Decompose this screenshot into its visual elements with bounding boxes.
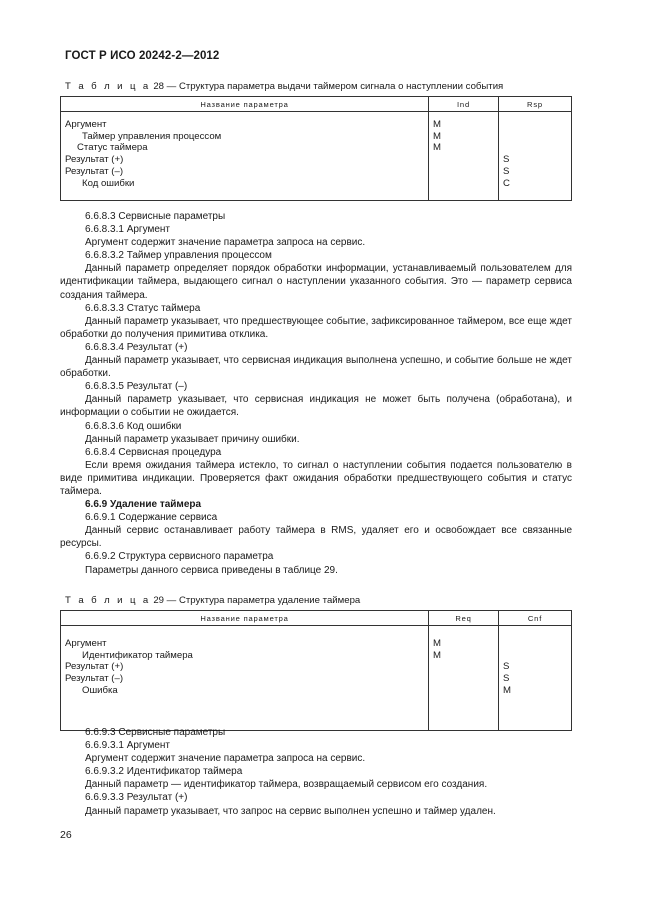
table-29-header-name: Название параметра	[61, 611, 429, 626]
paragraph: Параметры данного сервиса приведены в таблице 29.	[85, 564, 338, 576]
table-28-header-row	[61, 97, 572, 112]
paragraph: Данный параметр указывает, что запрос на сервис выполнен успешно и таймер удален.	[85, 805, 496, 817]
table-28-body-row	[61, 112, 572, 201]
paragraph: 6.6.9.3.3 Результат (+)	[85, 792, 188, 804]
ind-value: M	[433, 142, 441, 154]
paragraph: 6.6.8.4 Сервисная процедура	[85, 446, 222, 458]
paragraph: 6.6.8.3.1 Аргумент	[85, 224, 171, 236]
table-29-body-row	[61, 626, 572, 731]
cnf-value: S	[503, 661, 510, 673]
paragraph: 6.6.9.1 Содержание сервиса	[85, 512, 218, 524]
paragraph: 6.6.8.3.3 Статус таймера	[85, 302, 201, 314]
table-28-header-rsp: Rsp	[499, 97, 572, 112]
table-28-ind-cell	[429, 112, 499, 201]
param-name: Аргумент	[65, 638, 107, 649]
param-name: Результат (+)	[65, 661, 124, 673]
paragraph: Данный сервис останавливает работу таймера в RMS, удаляет его и освобождает все связанные ресурсы.	[60, 525, 572, 550]
param-name: Аргумент	[65, 119, 107, 130]
rsp-value: C	[503, 177, 510, 189]
table-29-header-cnf: Cnf	[499, 611, 572, 626]
document-header: ГОСТ Р ИСО 20242-2—2012	[65, 50, 220, 62]
paragraph: Данный параметр указывает, что сервисная индикация выполнена успешно, и событие больше не ждет обработки.	[60, 355, 572, 380]
paragraph: 6.6.9.3.2 Идентификатор таймера	[85, 766, 243, 778]
paragraph: 6.6.9.3.1 Аргумент	[85, 740, 171, 752]
paragraph: Данный параметр определяет порядок обработки информации, устанавливаемый пользователем для идентификации таймера, выдающего сигнал о наступлении указанного события. Это — параметр сервиса создания таймера.	[60, 263, 572, 301]
ind-value: M	[433, 119, 441, 130]
param-name: Код ошибки	[82, 177, 135, 189]
paragraph: Данный параметр указывает причину ошибки.	[85, 433, 300, 445]
table-28-header-ind: Ind	[429, 97, 499, 112]
body-section-2	[60, 726, 572, 818]
param-name: Результат (–)	[65, 165, 124, 177]
paragraph: 6.6.9.3 Сервисные параметры	[85, 727, 226, 738]
table-29-caption-text: 29 — Структура параметра удаление таймера	[153, 595, 361, 606]
req-value: M	[433, 649, 441, 661]
table-28	[60, 96, 572, 201]
param-name: Ошибка	[82, 684, 118, 696]
param-name: Результат (–)	[65, 673, 124, 685]
table-29-names-cell	[61, 626, 429, 731]
paragraph: Если время ожидания таймера истекло, то сигнал о наступлении события подается пользователю в виде примитива индикации. Проверяется факт ожидания обработки предшествующего события и статус таймера.	[60, 459, 572, 497]
cnf-value: M	[503, 684, 511, 696]
paragraph: 6.6.8.3.2 Таймер управления процессом	[85, 250, 272, 262]
paragraph: Аргумент содержит значение параметра запроса на сервис.	[85, 237, 366, 249]
param-name: Таймер управления процессом	[82, 130, 222, 142]
paragraph: 6.6.8.3.5 Результат (–)	[85, 381, 188, 393]
req-value: M	[433, 638, 441, 649]
table-29-cnf-cell	[499, 626, 572, 731]
body-section-1	[60, 210, 572, 577]
paragraph: Данный параметр — идентификатор таймера, возвращаемый сервисом его создания.	[85, 779, 488, 791]
table-28-caption	[65, 81, 503, 92]
paragraph: Данный параметр указывает, что предшествующее событие, зафиксированное таймером, все еще ждет обработки до получения примитива отклика.	[60, 315, 572, 340]
table-29	[60, 610, 572, 731]
page-number: 26	[60, 829, 72, 841]
param-name: Статус таймера	[77, 142, 148, 154]
section-heading: 6.6.9 Удаление таймера	[85, 499, 202, 511]
paragraph: 6.6.8.3.6 Код ошибки	[85, 420, 182, 432]
ind-value: M	[433, 130, 441, 142]
rsp-value: S	[503, 154, 510, 166]
table-29-header-row	[61, 611, 572, 626]
param-name: Результат (+)	[65, 154, 124, 166]
cnf-value: S	[503, 673, 510, 685]
table-29-caption	[65, 595, 360, 606]
paragraph: Данный параметр указывает, что сервисная индикация не может быть получена (обработана), и информации о событии не ожидается.	[60, 394, 572, 419]
paragraph: 6.6.9.2 Структура сервисного параметра	[85, 551, 274, 563]
table-28-caption-text: 28 — Структура параметра выдачи таймером сигнала о наступлении события	[153, 81, 504, 92]
table-29-header-req: Req	[429, 611, 499, 626]
table-28-caption-word: Т а б л и ц а	[65, 81, 151, 92]
table-29-req-cell	[429, 626, 499, 731]
table-29-caption-word: Т а б л и ц а	[65, 595, 151, 606]
paragraph: Аргумент содержит значение параметра запроса на сервис.	[85, 753, 366, 765]
table-28-names-cell	[61, 112, 429, 201]
rsp-value: S	[503, 165, 510, 177]
param-name: Идентификатор таймера	[82, 649, 193, 661]
paragraph: 6.6.8.3.4 Результат (+)	[85, 341, 188, 353]
paragraph: 6.6.8.3 Сервисные параметры	[85, 211, 226, 222]
table-28-header-name: Название параметра	[61, 97, 429, 112]
table-28-rsp-cell	[499, 112, 572, 201]
